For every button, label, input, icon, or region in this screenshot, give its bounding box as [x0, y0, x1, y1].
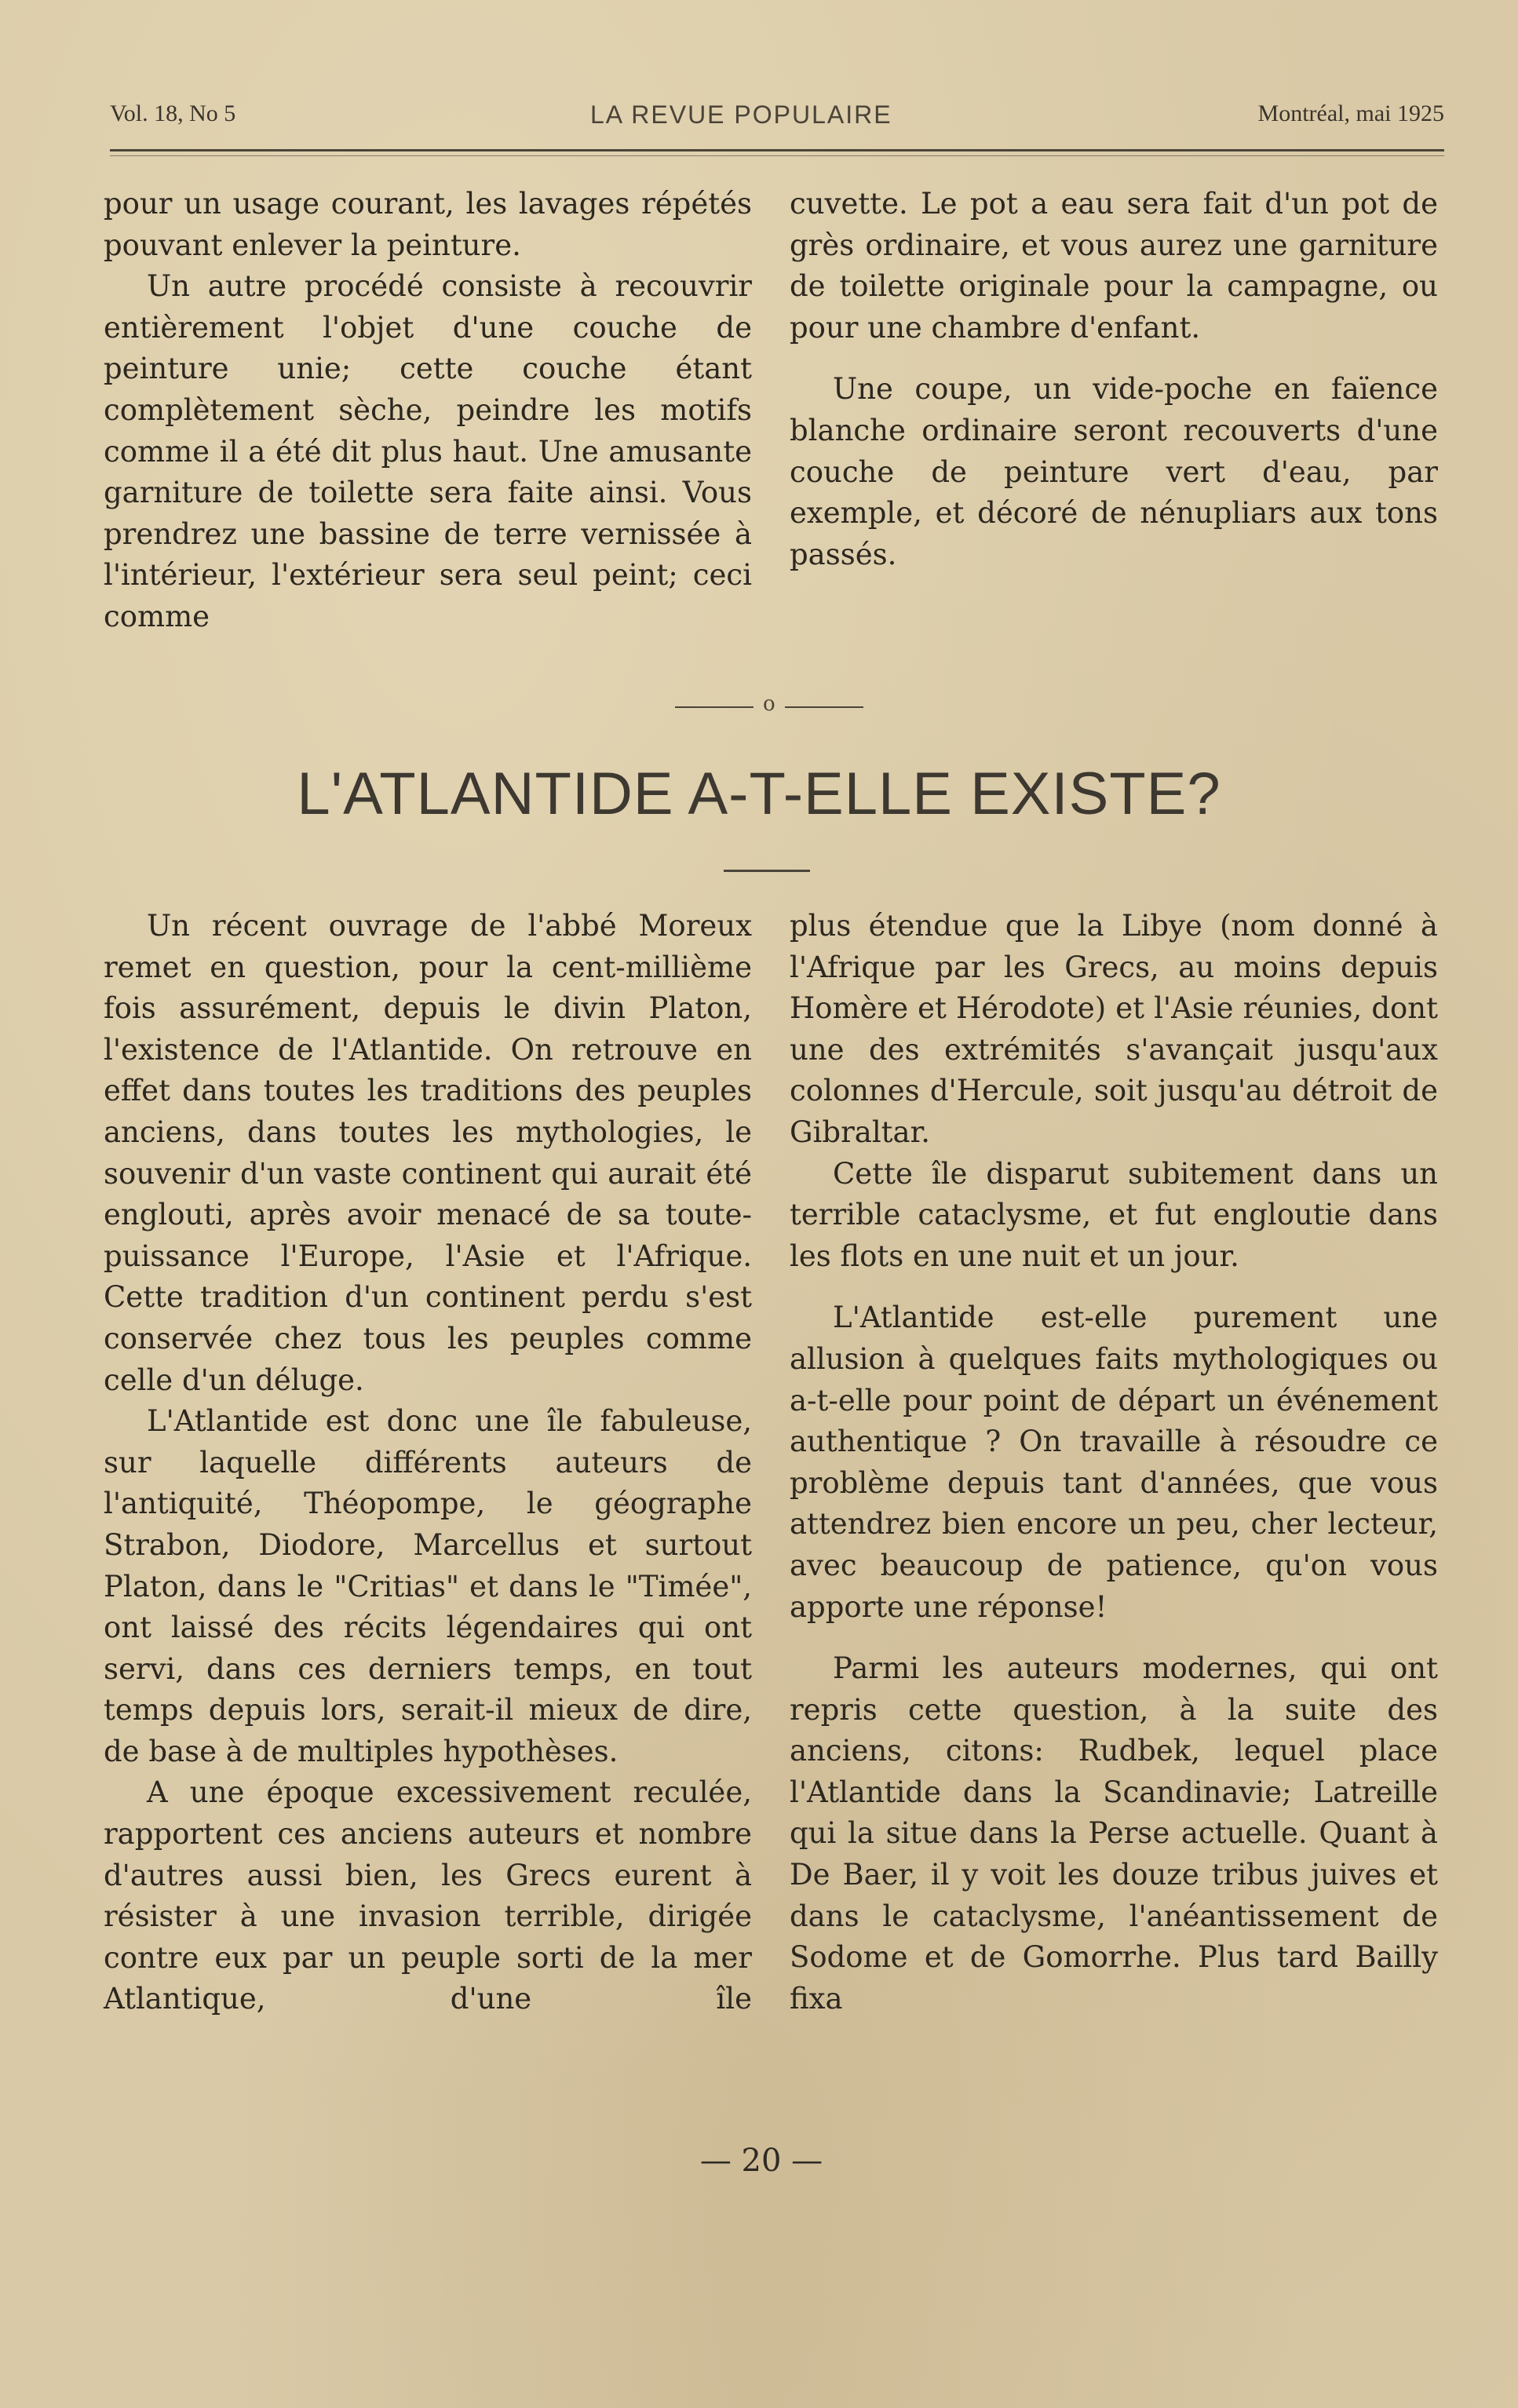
paragraph: Un autre procédé consiste à recouvrir entièrement l'objet d'une couche de peinture unie; cette couche étant complètement sèche, peindre les motifs comme il a été dit plus haut. Une amusante garniture de toilette sera faite ainsi. Vous prendrez une bassine de terre vernissée à l'intérieur, l'extérieur sera seul peint; ceci comme	[104, 269, 752, 633]
paragraph: A une époque excessivement reculée, rapportent ces anciens auteurs et nombre d'autres aussi bien, les Grecs eurent à résister à une invasion terrible, dirigée contre eux par un peuple sorti de la mer Atlantique, d'une île	[104, 1775, 752, 2016]
top-right-column	[790, 184, 1438, 575]
paragraph: pour un usage courant, les lavages répétés pouvant enlever la peinture.	[104, 187, 752, 262]
volume-number: Vol. 18, No 5	[110, 100, 236, 126]
title-rule	[724, 870, 810, 872]
article-title: L'ATLANTIDE A-T-ELLE EXISTE?	[297, 761, 1221, 827]
page-number: — 20 —	[699, 2143, 823, 2179]
separator-mark: o	[763, 692, 775, 716]
place-date: Montréal, mai 1925	[1257, 100, 1444, 126]
publication-title: LA REVUE POPULAIRE	[590, 100, 892, 129]
running-header	[110, 100, 1444, 140]
header-rule-thin	[110, 155, 1444, 156]
paragraph: Parmi les auteurs modernes, qui ont repris cette question, à la suite des anciens, citons: Rudbek, lequel place l'Atlantide dans la Scandinavie; Latreille qui la situe dans la Perse actuelle. Quant à De Baer, il y voit les douze tribus juives et dans le cataclysme, l'anéantissement de Sodome et de Gomorrhe. Plus tard Bailly fixa	[790, 1651, 1438, 2016]
article-right-column	[790, 906, 1438, 2019]
paragraph: L'Atlantide est-elle purement une allusion à quelques faits mythologiques ou a-t-elle pour point de départ un événement authentique ? On travaille à résoudre ce problème depuis tant d'années, que vous attendrez bien encore un peu, cher lecteur, avec beaucoup de patience, qu'on vous apporte une réponse!	[790, 1301, 1438, 1624]
paragraph: Une coupe, un vide-poche en faïence blanche ordinaire seront recouverts d'une couche de peinture vert d'eau, par exemple, et décoré de nénupliars aux tons passés.	[790, 372, 1438, 571]
paragraph: cuvette. Le pot a eau sera fait d'un pot de grès ordinaire, et vous aurez une garniture de toilette originale pour la campagne, ou pour une chambre d'enfant.	[790, 187, 1438, 345]
paragraph: L'Atlantide est donc une île fabuleuse, sur laquelle différents auteurs de l'antiquité, Théopompe, le géographe Strabon, Diodore, Marcellus et surtout Platon, dans le "Critias" et dans le "Timée", ont laissé des récits légendaires qui ont servi, dans ces derniers temps, en tout temps depuis lors, serait-il mieux de dire, de base à de multiples hypothèses.	[104, 1404, 752, 1768]
top-left-column	[104, 184, 752, 638]
paragraph: Cette île disparut subitement dans un terrible cataclysme, et fut engloutie dans les flots en une nuit et un jour.	[790, 1156, 1438, 1273]
paragraph: Un récent ouvrage de l'abbé Moreux remet en question, pour la cent-millième fois assurément, depuis le divin Platon, l'existence de l'Atlantide. On retrouve en effet dans toutes les traditions des peuples anciens, dans toutes les mythologies, le souvenir d'un vaste continent qui aurait été englouti, après avoir menacé de sa toute-puissance l'Europe, l'Asie et l'Afrique. Cette tradition d'un continent perdu s'est conservée chez tous les peuples comme celle d'un déluge.	[104, 909, 752, 1397]
section-separator	[675, 691, 863, 722]
paragraph: plus étendue que la Libye (nom donné à l'Afrique par les Grecs, au moins depuis Homère et Hérodote) et l'Asie réunies, dont une des extrémités s'avançait jusqu'aux colonnes d'Hercule, soit jusqu'au détroit de Gibraltar.	[790, 909, 1438, 1149]
article-left-column	[104, 906, 752, 2020]
header-rule	[110, 149, 1444, 151]
